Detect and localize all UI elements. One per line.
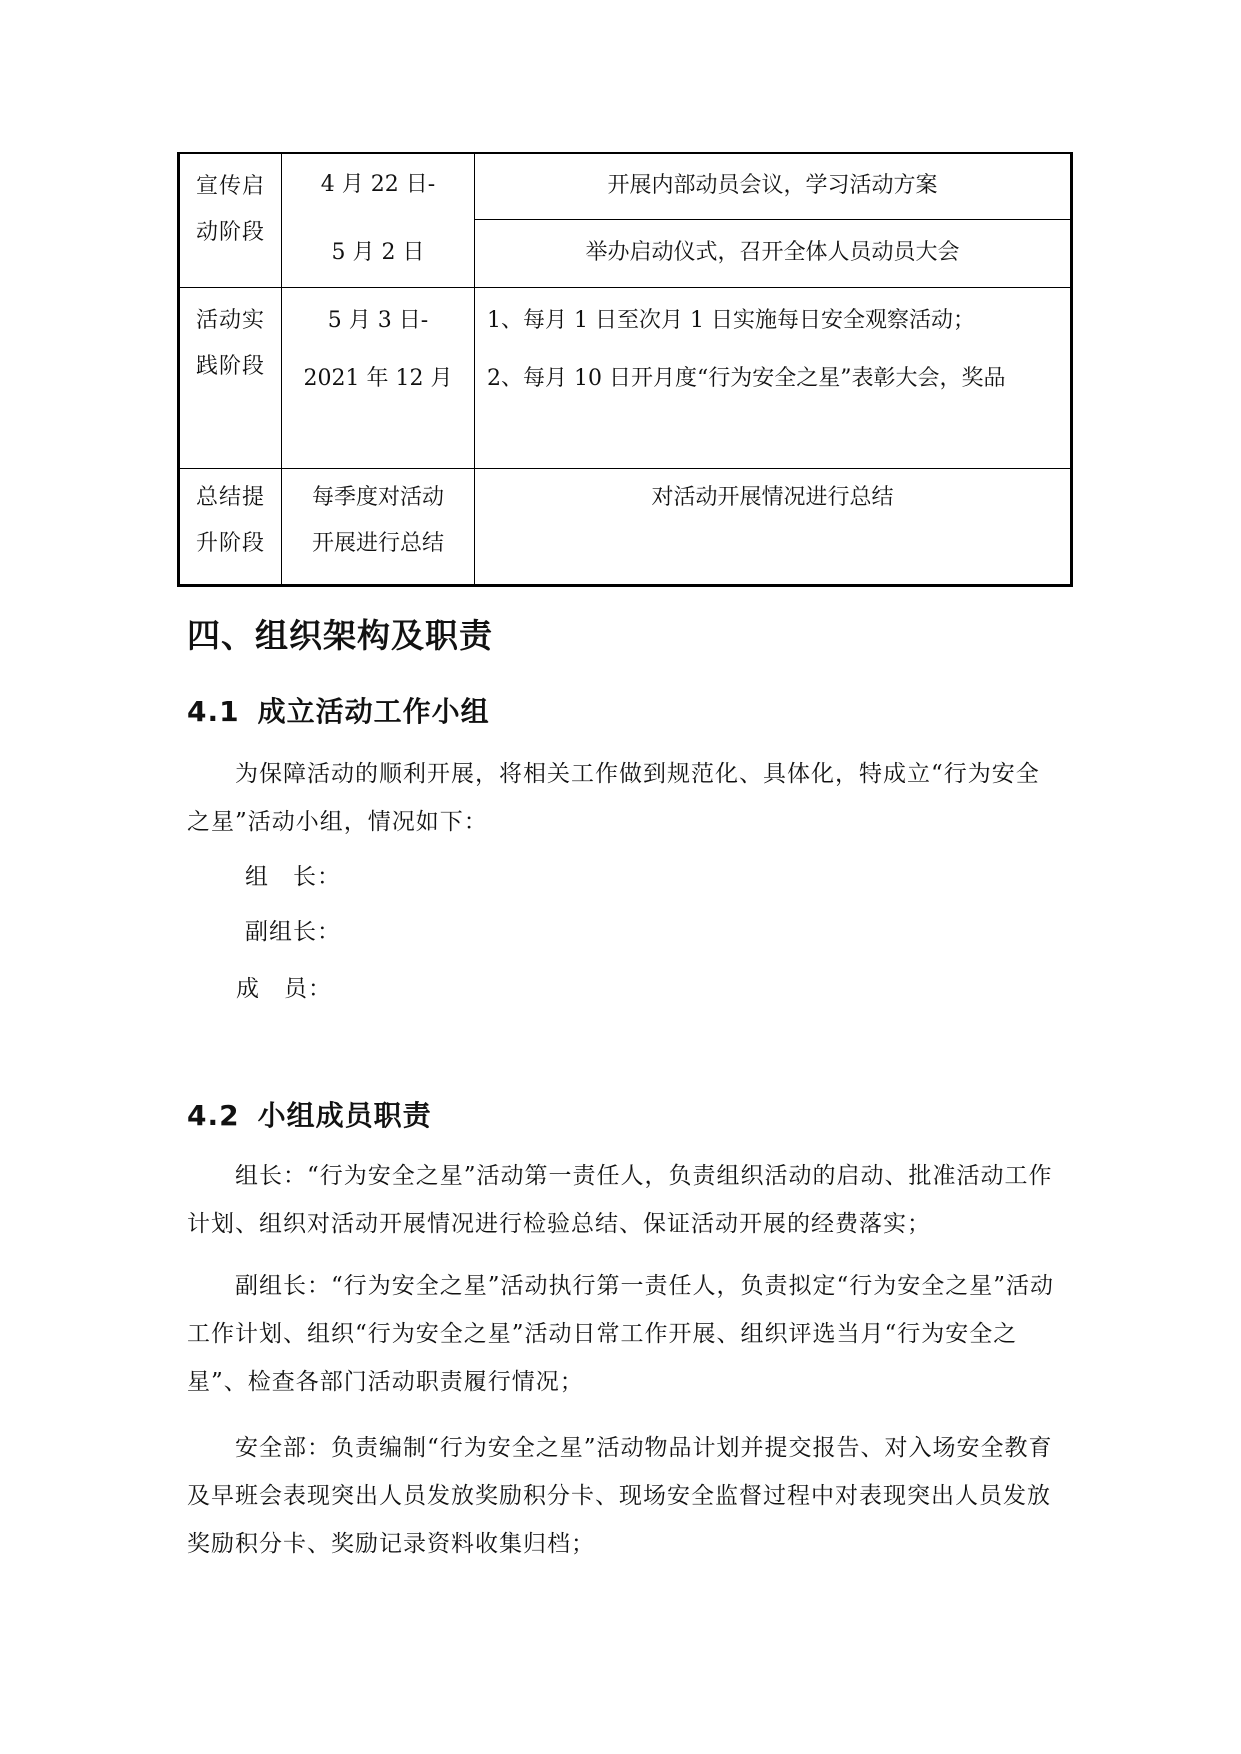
safety-dept-duty-paragraph: 安全部：负责编制“行为安全之星”活动物品计划并提交报告、对入场安全教育及早班会表现突出人员发放奖励积分卡、现场安全监督过程中对表现突出人员发放奖励积分卡、奖励记录资料收集归档； (187, 1435, 1053, 1557)
subsection-number: 4.1 (187, 695, 240, 728)
role-member-label: 成 员： (236, 976, 332, 1002)
subsection-title: 小组成员职责 (257, 1099, 432, 1132)
subsection-number: 4.2 (187, 1099, 240, 1132)
stage-cell: 活动实 践阶段 (179, 287, 282, 468)
leader-duty-paragraph: 组长：“行为安全之星”活动第一责任人，负责组织活动的启动、批准活动工作计划、组织对活动开展情况进行检验总结、保证活动开展的经费落实； (187, 1163, 1053, 1237)
table-row-kickoff-a (179, 153, 1072, 219)
subsection-title: 成立活动工作小组 (257, 695, 490, 728)
stage-cell: 宣传启 动阶段 (179, 153, 282, 287)
stage-cell: 总结提 升阶段 (179, 468, 282, 585)
activity-stage-table (177, 152, 1073, 587)
time-cell: 每季度对活动 开展进行总结 (282, 468, 475, 585)
subsection-heading-4-1 (187, 690, 490, 730)
task-cell: 开展内部动员会议，学习活动方案 (475, 153, 1072, 219)
intro-paragraph: 为保障活动的顺利开展，将相关工作做到规范化、具体化，特成立“行为安全之星”活动小组，情况如下： (187, 761, 1040, 835)
time-cell: 4 月 22 日- 5 月 2 日 (282, 153, 475, 287)
section-heading: 四、组织架构及职责 (187, 616, 493, 655)
time-cell: 5 月 3 日- 2021 年 12 月 (282, 287, 475, 468)
table-row-practice (179, 287, 1072, 468)
task-cell: 1、每月 1 日至次月 1 日实施每日安全观察活动； 2、每月 10 日开月度“行为安全之星”表彰大会，奖品 (475, 287, 1072, 468)
task-cell: 举办启动仪式，召开全体人员动员大会 (475, 219, 1072, 287)
deputy-duty-paragraph: 副组长：“行为安全之星”活动执行第一责任人，负责拟定“行为安全之星”活动工作计划、组织“行为安全之星”活动日常工作开展、组织评选当月“行为安全之星”、检查各部门活动职责履行情况； (187, 1273, 1055, 1395)
role-deputy-label: 副组长： (245, 919, 341, 945)
role-leader-label: 组 长： (245, 864, 341, 890)
subsection-heading-4-2 (187, 1094, 432, 1134)
table-row-summary (179, 468, 1072, 585)
task-cell: 对活动开展情况进行总结 (475, 468, 1072, 585)
